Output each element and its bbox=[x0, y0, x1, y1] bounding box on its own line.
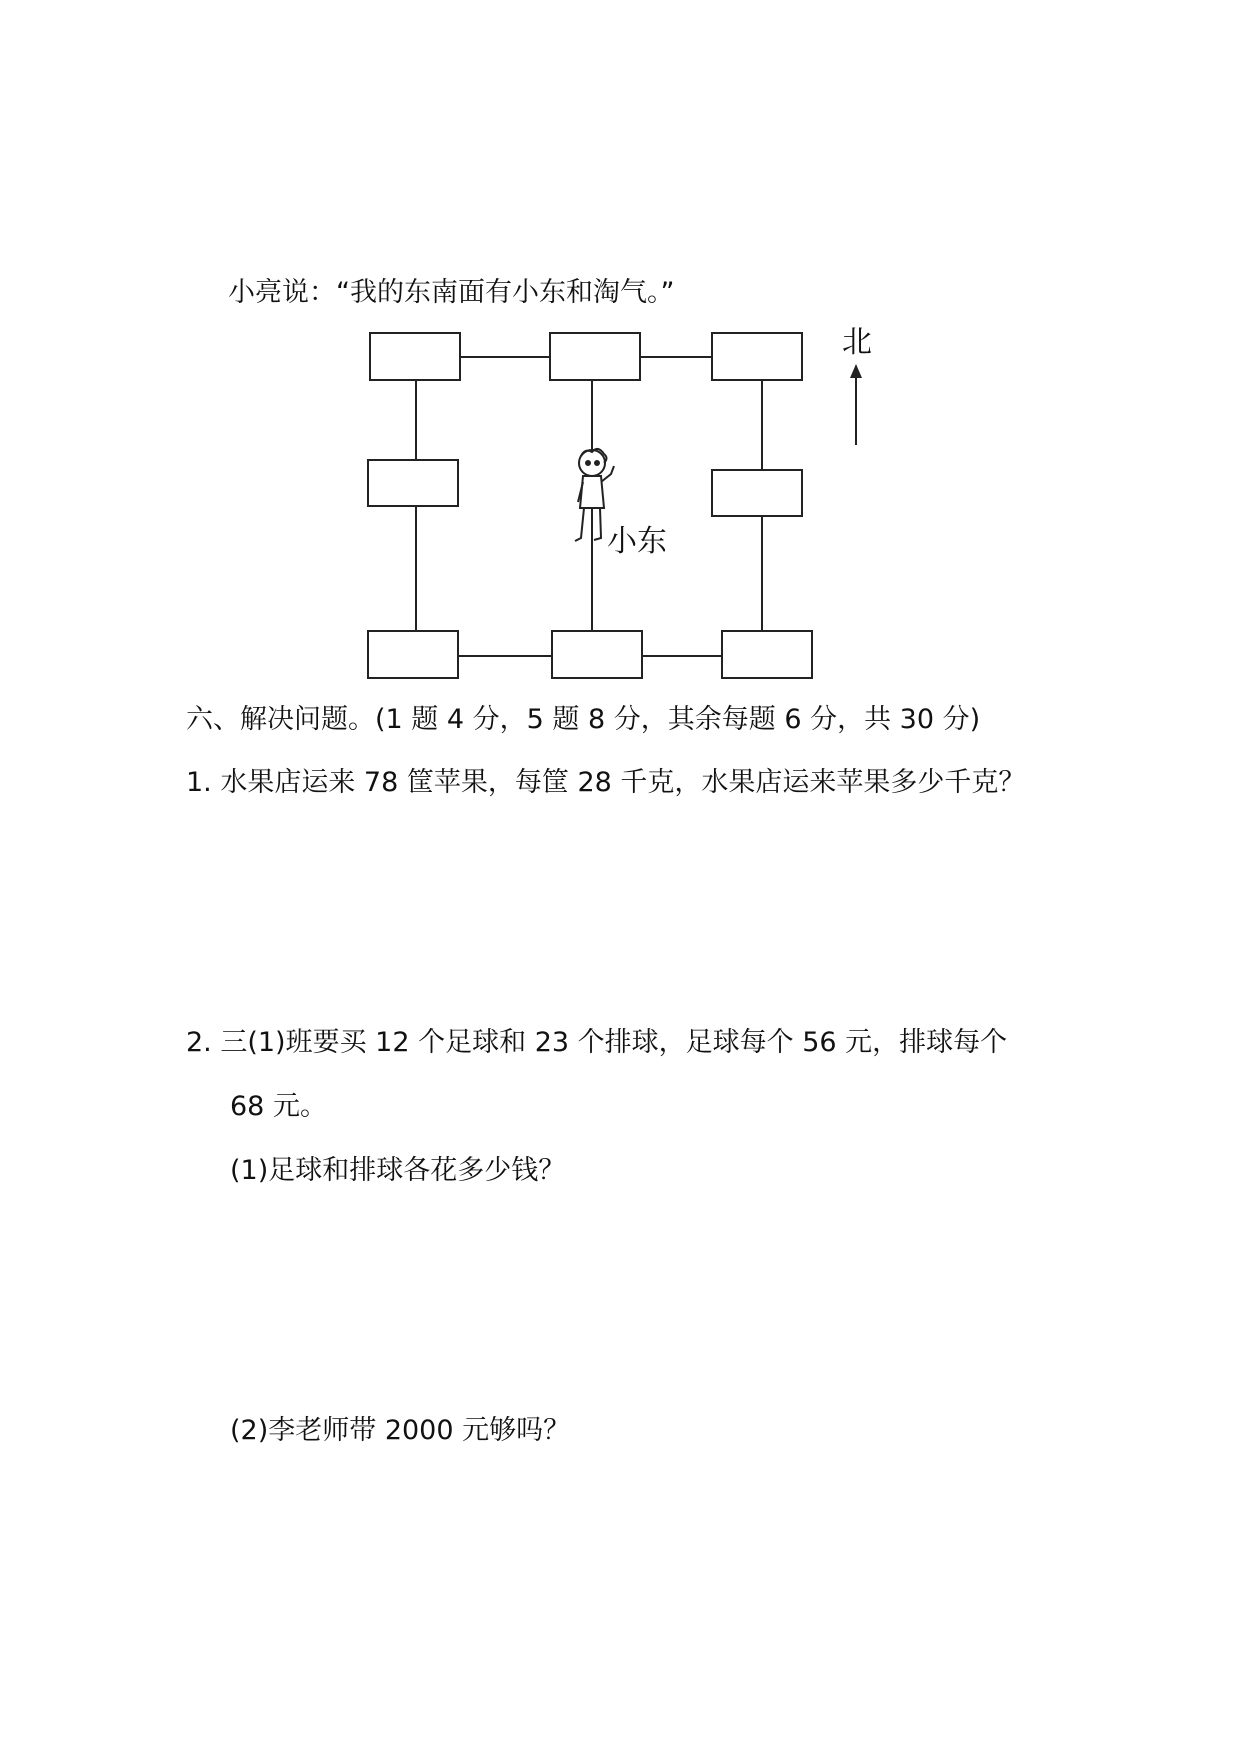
box-top-left bbox=[370, 333, 460, 380]
box-middle-left bbox=[368, 460, 458, 506]
north-label: 北 bbox=[842, 325, 872, 360]
xiaoliang-statement: 小亮说：“我的东南面有小东和淘气。” bbox=[228, 277, 675, 308]
xiaodong-label: 小东 bbox=[607, 524, 667, 559]
question-2-line-2: 68 元。 bbox=[230, 1091, 327, 1122]
position-map-diagram bbox=[360, 320, 900, 690]
section-six-title: 六、解决问题。(1 题 4 分，5 题 8 分，其余每题 6 分，共 30 分) bbox=[186, 704, 981, 735]
box-bottom-right bbox=[722, 631, 812, 678]
box-top-middle bbox=[550, 333, 640, 380]
box-bottom-middle bbox=[552, 631, 642, 678]
north-arrow-icon bbox=[850, 364, 862, 445]
question-1: 1. 水果店运来 78 筐苹果，每筐 28 千克，水果店运来苹果多少千克？ bbox=[186, 767, 1026, 798]
box-middle-right bbox=[712, 470, 802, 516]
question-2-line-1: 2. 三(1)班要买 12 个足球和 23 个排球，足球每个 56 元，排球每个 bbox=[186, 1027, 1008, 1058]
question-2-sub-1: (1)足球和排球各花多少钱？ bbox=[230, 1155, 566, 1186]
question-2-sub-2: (2)李老师带 2000 元够吗？ bbox=[230, 1415, 571, 1446]
box-top-right bbox=[712, 333, 802, 380]
box-bottom-left bbox=[368, 631, 458, 678]
